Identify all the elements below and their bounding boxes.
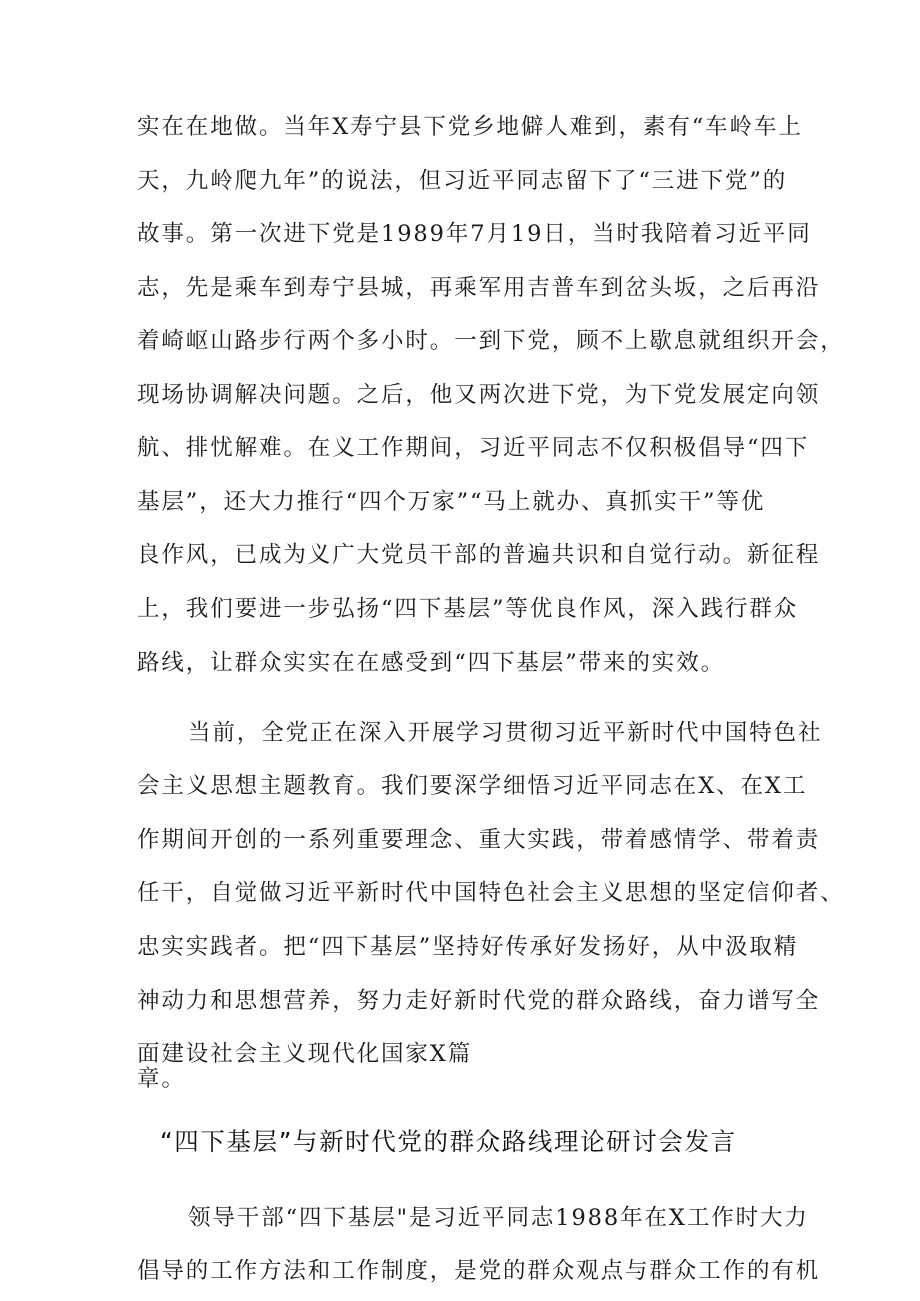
text-line: 故事。第一次进下党是1989年7月19日，当时我陪着习近平同: [137, 221, 812, 247]
text-line: 实在在地做。当年X寿宁县下党乡地僻人难到，素有“车岭车上: [137, 114, 803, 140]
text-line: 路线，让群众实实在在感受到“四下基层”带来的实效。: [137, 650, 726, 676]
text-line: 会主义思想主题教育。我们要深学细悟习近平同志在X、在X工: [137, 773, 808, 799]
text-line: 神动力和思想营养，努力走好新时代党的群众路线，奋力谱写全: [137, 988, 821, 1014]
text-line: 现场协调解决问题。之后，他又两次进下党，为下党发展定向领: [137, 382, 821, 408]
text-line: 领导干部“四下基层"是习近平同志1988年在X工作时大力: [188, 1205, 809, 1231]
text-line: 志，先是乘车到寿宁县城，再乘军用吉普车到岔头坂，之后再沿: [137, 275, 821, 301]
text-line: 作期间开创的一系列重要理念、重大实践，带着感情学、带着责: [137, 827, 821, 853]
text-line: 面建设社会主义现代化国家X篇: [137, 1041, 473, 1067]
section-heading: “四下基层”与新时代党的群众路线理论研讨会发言: [160, 1127, 737, 1156]
text-line: 天，九岭爬九年”的说法，但习近平同志留下了“三进下党”的: [137, 168, 788, 194]
text-line: 任干，自觉做习近平新时代中国特色社会主义思想的坚定信仰者、: [137, 880, 845, 906]
text-line: 良作风，已成为义广大党员干部的普遍共识和自觉行动。新征程: [137, 542, 821, 568]
text-line: 着崎岖山路步行两个多小时。一到下党，顾不上歇息就组织开会，: [137, 328, 845, 354]
text-line: 当前，全党正在深入开展学习贯彻习近平新时代中国特色社: [188, 720, 823, 746]
text-line: 基层”，还大力推行“四个万家”“马上就办、真抓实干”等优: [137, 489, 766, 515]
text-line: 航、排忧解难。在义工作期间，习近平同志不仅积极倡导“四下: [137, 435, 810, 461]
text-line: 章。: [137, 1066, 186, 1092]
text-line: 倡导的工作方法和工作制度，是党的群众观点与群众工作的有机: [137, 1258, 821, 1284]
text-line: 上，我们要进一步弘扬“四下基层”等优良作风，深入践行群众: [137, 596, 799, 622]
text-line: 忠实实践者。把“四下基层”坚持好传承好发扬好，从中汲取精: [137, 934, 799, 960]
